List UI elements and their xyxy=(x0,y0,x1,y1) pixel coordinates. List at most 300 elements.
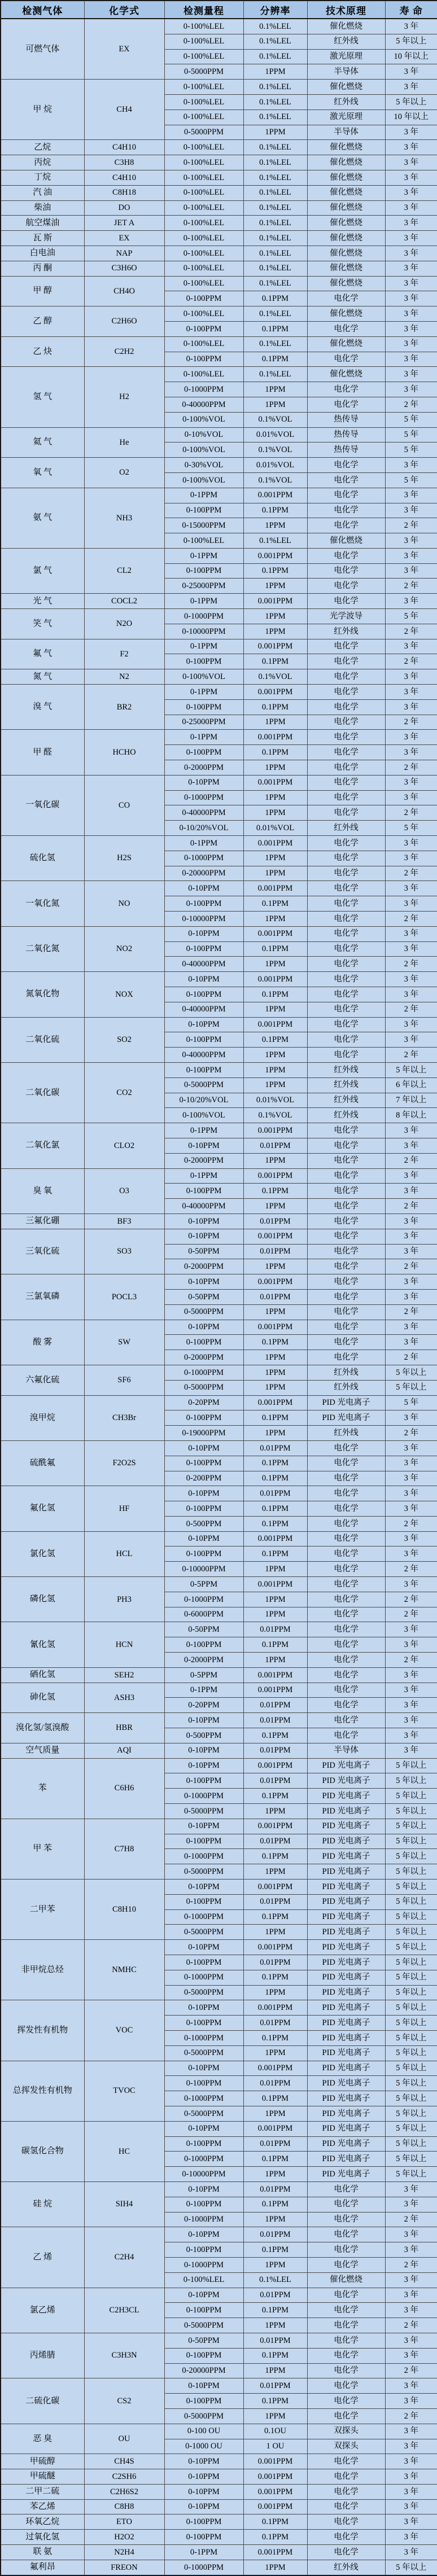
gas-name-cell: 六氟化硫 xyxy=(1,1365,84,1395)
resolution-cell: 0.1PPM xyxy=(243,1849,307,1864)
life-cell: 3 年 xyxy=(385,2545,437,2560)
formula-cell: POCL3 xyxy=(84,1274,164,1320)
resolution-cell: 0.001PPM xyxy=(243,1229,307,1244)
principle-cell: 红外线 xyxy=(307,1426,385,1441)
principle-cell: PID 光电离子 xyxy=(307,1985,385,2000)
table-row xyxy=(1,1531,437,1547)
life-cell: 3 年 xyxy=(385,200,437,216)
principle-cell: PID 光电离子 xyxy=(307,1819,385,1834)
principle-cell: 电化学 xyxy=(307,1229,385,1244)
range-cell: 0-10PPM xyxy=(164,775,243,790)
principle-cell: 红外线 xyxy=(307,94,385,109)
range-cell: 0-1000PPM xyxy=(164,382,243,397)
resolution-cell: 0.1%VOL xyxy=(243,412,307,427)
principle-cell: 电化学 xyxy=(307,2181,385,2197)
principle-cell: 电化学 xyxy=(307,1486,385,1501)
table-row xyxy=(1,336,437,352)
life-cell: 3 年 xyxy=(385,155,437,170)
range-cell: 0-5000PPM xyxy=(164,1077,243,1093)
formula-cell: NO2 xyxy=(84,926,164,971)
life-cell: 2 年 xyxy=(385,2408,437,2424)
gas-name-cell: 氯 气 xyxy=(1,548,84,593)
life-cell: 5 年以上 xyxy=(385,2560,437,2575)
principle-cell: 电化学 xyxy=(307,775,385,790)
resolution-cell: 1PPM xyxy=(243,2106,307,2121)
life-cell: 3 年 xyxy=(385,170,437,185)
formula-cell: FREON xyxy=(84,2560,164,2575)
resolution-cell: 0.1%VOL xyxy=(243,1108,307,1123)
principle-cell: 电化学 xyxy=(307,866,385,881)
life-cell: 3 年 xyxy=(385,1471,437,1486)
range-cell: 0-1000PPM xyxy=(164,1970,243,1985)
resolution-cell: 0.1%VOL xyxy=(243,443,307,458)
life-cell: 2 年 xyxy=(385,957,437,972)
range-cell: 0-1000PPM xyxy=(164,2091,243,2106)
table-row xyxy=(1,276,437,291)
principle-cell: 催化燃烧 xyxy=(307,185,385,200)
principle-cell: 电化学 xyxy=(307,1350,385,1365)
resolution-cell: 0.01PPM xyxy=(243,1289,307,1304)
life-cell: 5 年以上 xyxy=(385,1819,437,1834)
formula-cell: C7H8 xyxy=(84,1819,164,1879)
range-cell: 0-100%LEL xyxy=(164,533,243,549)
range-cell: 0-10PPM xyxy=(164,1440,243,1456)
table-row xyxy=(1,1880,437,1895)
col-header-gas: 检测气体 xyxy=(1,1,84,19)
principle-cell: 催化燃烧 xyxy=(307,276,385,291)
range-cell: 0-100%LEL xyxy=(164,140,243,155)
table-row xyxy=(1,2560,437,2575)
principle-cell: 电化学 xyxy=(307,851,385,866)
life-cell: 2 年 xyxy=(385,1653,437,1668)
resolution-cell: 1PPM xyxy=(243,2318,307,2333)
principle-cell: 电化学 xyxy=(307,594,385,609)
range-cell: 0-1000PPM xyxy=(164,1849,243,1864)
gas-name-cell: 挥发性有机物 xyxy=(1,2000,84,2061)
resolution-cell: 1PPM xyxy=(243,1048,307,1063)
life-cell: 2 年 xyxy=(385,2212,437,2227)
resolution-cell: 0.1PPM xyxy=(243,1789,307,1804)
principle-cell: 红外线 xyxy=(307,624,385,639)
resolution-cell: 0.1%VOL xyxy=(243,472,307,488)
life-cell: 5 年以上 xyxy=(385,1880,437,1895)
range-cell: 0-10PPM xyxy=(164,1531,243,1547)
life-cell: 3 年 xyxy=(385,1456,437,1471)
table-row xyxy=(1,669,437,685)
resolution-cell: 0.001PPM xyxy=(243,2545,307,2560)
range-cell: 0-100PPM xyxy=(164,1456,243,1471)
resolution-cell: 0.001PPM xyxy=(243,881,307,896)
table-row xyxy=(1,306,437,322)
principle-cell: 电化学 xyxy=(307,2454,385,2469)
formula-cell: CH4O xyxy=(84,276,164,306)
resolution-cell: 0.01PPM xyxy=(243,1622,307,1637)
table-row xyxy=(1,2484,437,2499)
range-cell: 0-100%LEL xyxy=(164,261,243,276)
range-cell: 0-10000PPM xyxy=(164,2167,243,2182)
range-cell: 0-100PPM xyxy=(164,352,243,367)
resolution-cell: 1PPM xyxy=(243,2257,307,2272)
life-cell: 3 年 xyxy=(385,594,437,609)
gas-name-cell: 丙 酮 xyxy=(1,261,84,276)
range-cell: 0-5000PPM xyxy=(164,1304,243,1320)
range-cell: 0-100PPM xyxy=(164,2197,243,2212)
resolution-cell: 0.1%LEL xyxy=(243,336,307,352)
range-cell: 0-100%VOL xyxy=(164,669,243,685)
resolution-cell: 0.1%LEL xyxy=(243,19,307,34)
resolution-cell: 1PPM xyxy=(243,790,307,805)
range-cell: 0-1000PPM xyxy=(164,1789,243,1804)
table-row xyxy=(1,185,437,200)
principle-cell: 电化学 xyxy=(307,2303,385,2318)
resolution-cell: 0.001PPM xyxy=(243,2499,307,2514)
gas-name-cell: 乙 炔 xyxy=(1,336,84,367)
formula-cell: TVOC xyxy=(84,2061,164,2121)
col-header-life: 寿 命 xyxy=(385,1,437,19)
life-cell: 3 年 xyxy=(385,352,437,367)
range-cell: 0-1PPM xyxy=(164,548,243,563)
formula-cell: F2 xyxy=(84,639,164,669)
principle-cell: 电化学 xyxy=(307,639,385,654)
resolution-cell: 0.01%VOL xyxy=(243,1093,307,1108)
range-cell: 0-20000PPM xyxy=(164,866,243,881)
table-row xyxy=(1,2424,437,2439)
range-cell: 0-10PPM xyxy=(164,2484,243,2499)
formula-cell: C2H2 xyxy=(84,336,164,367)
resolution-cell: 1PPM xyxy=(243,579,307,594)
resolution-cell: 0.01PPM xyxy=(243,1773,307,1789)
table-row xyxy=(1,926,437,941)
life-cell: 2 年 xyxy=(385,1048,437,1063)
range-cell: 0-5000PPM xyxy=(164,1985,243,2000)
table-row xyxy=(1,2499,437,2514)
range-cell: 0-50PPM xyxy=(164,1289,243,1304)
life-cell: 5 年以上 xyxy=(385,1062,437,1077)
life-cell: 3 年 xyxy=(385,2378,437,2394)
resolution-cell: 1PPM xyxy=(243,1607,307,1622)
gas-name-cell: 氨 气 xyxy=(1,488,84,548)
principle-cell: PID 光电离子 xyxy=(307,1894,385,1909)
table-row xyxy=(1,246,437,261)
principle-cell: 电化学 xyxy=(307,1244,385,1259)
principle-cell: 催化燃烧 xyxy=(307,155,385,170)
range-cell: 0-50PPM xyxy=(164,1622,243,1637)
resolution-cell: 0.01PPM xyxy=(243,1440,307,1456)
resolution-cell: 0.001PPM xyxy=(243,2484,307,2499)
life-cell: 3 年 xyxy=(385,336,437,352)
principle-cell: PID 光电离子 xyxy=(307,1834,385,1849)
range-cell: 0-100%VOL xyxy=(164,443,243,458)
life-cell: 10 年以上 xyxy=(385,109,437,125)
principle-cell: 电化学 xyxy=(307,1516,385,1531)
principle-cell: 电化学 xyxy=(307,1501,385,1517)
range-cell: 0-100PPM xyxy=(164,745,243,760)
table-row xyxy=(1,1320,437,1335)
principle-cell: 催化燃烧 xyxy=(307,261,385,276)
resolution-cell: 0.1PPM xyxy=(243,1184,307,1199)
life-cell: 3 年 xyxy=(385,1486,437,1501)
gas-name-cell: 氦 气 xyxy=(1,427,84,458)
formula-cell: C2H3CL xyxy=(84,2288,164,2333)
life-cell: 5 年以上 xyxy=(385,1940,437,1955)
life-cell: 3 年 xyxy=(385,1637,437,1653)
resolution-cell: 1PPM xyxy=(243,760,307,776)
gas-name-cell: 臭 氧 xyxy=(1,1168,84,1213)
life-cell: 5 年以上 xyxy=(385,1925,437,1940)
table-row xyxy=(1,1713,437,1728)
table-row xyxy=(1,1229,437,1244)
principle-cell: 电化学 xyxy=(307,2197,385,2212)
range-cell: 0-10PPM xyxy=(164,1320,243,1335)
table-row xyxy=(1,231,437,246)
resolution-cell: 0.1PPM xyxy=(243,941,307,957)
resolution-cell: 1PPM xyxy=(243,2560,307,2575)
principle-cell: 电化学 xyxy=(307,1622,385,1637)
principle-cell: 电化学 xyxy=(307,1698,385,1713)
principle-cell: 电化学 xyxy=(307,972,385,987)
life-cell: 5 年以上 xyxy=(385,1380,437,1395)
life-cell: 5 年 xyxy=(385,1395,437,1410)
range-cell: 0-5000PPM xyxy=(164,1864,243,1880)
formula-cell: CH4 xyxy=(84,80,164,140)
life-cell: 5 年以上 xyxy=(385,1985,437,2000)
resolution-cell: 0.1PPM xyxy=(243,987,307,1002)
life-cell: 3 年 xyxy=(385,896,437,912)
life-cell: 3 年 xyxy=(385,1138,437,1153)
range-cell: 0-10%VOL xyxy=(164,427,243,443)
principle-cell: 催化燃烧 xyxy=(307,140,385,155)
resolution-cell: 0.1PPM xyxy=(243,2030,307,2045)
life-cell: 3 年 xyxy=(385,216,437,231)
principle-cell: 电化学 xyxy=(307,563,385,579)
range-cell: 0-100PPM xyxy=(164,2076,243,2091)
life-cell: 3 年 xyxy=(385,926,437,941)
formula-cell: C2H6O xyxy=(84,306,164,337)
range-cell: 0-100%LEL xyxy=(164,155,243,170)
life-cell: 3 年 xyxy=(385,2288,437,2303)
table-row xyxy=(1,427,437,443)
life-cell: 3 年 xyxy=(385,1229,437,1244)
principle-cell: 双探头 xyxy=(307,2439,385,2454)
range-cell: 0-100 OU xyxy=(164,2424,243,2439)
gas-name-cell: 恶 臭 xyxy=(1,2424,84,2454)
range-cell: 0-10000PPM xyxy=(164,1562,243,1577)
resolution-cell: 0.1PPM xyxy=(243,654,307,669)
principle-cell: PID 光电离子 xyxy=(307,1925,385,1940)
life-cell: 2 年 xyxy=(385,1592,437,1607)
resolution-cell: 1PPM xyxy=(243,397,307,412)
range-cell: 0-10/20%VOL xyxy=(164,1093,243,1108)
life-cell: 2 年 xyxy=(385,912,437,927)
principle-cell: 电化学 xyxy=(307,957,385,972)
range-cell: 0-40000PPM xyxy=(164,397,243,412)
principle-cell: PID 光电离子 xyxy=(307,1940,385,1955)
formula-cell: CS2 xyxy=(84,2378,164,2424)
resolution-cell: 0.1PPM xyxy=(243,321,307,336)
resolution-cell: 0.01PPM xyxy=(243,2378,307,2394)
principle-cell: 电化学 xyxy=(307,2545,385,2560)
formula-cell: CO xyxy=(84,775,164,835)
range-cell: 0-30%VOL xyxy=(164,458,243,473)
principle-cell: 电化学 xyxy=(307,1199,385,1214)
range-cell: 0-10PPM xyxy=(164,2288,243,2303)
life-cell: 2 年 xyxy=(385,805,437,821)
range-cell: 0-10PPM xyxy=(164,1138,243,1153)
range-cell: 0-100PPM xyxy=(164,1335,243,1350)
resolution-cell: 1PPM xyxy=(243,1077,307,1093)
principle-cell: 电化学 xyxy=(307,1153,385,1168)
life-cell: 2 年 xyxy=(385,1153,437,1168)
table-row xyxy=(1,2288,437,2303)
resolution-cell: 0.1PPM xyxy=(243,2303,307,2318)
resolution-cell: 0.001PPM xyxy=(243,730,307,745)
principle-cell: PID 光电离子 xyxy=(307,2016,385,2031)
principle-cell: 电化学 xyxy=(307,896,385,912)
range-cell: 0-100%LEL xyxy=(164,80,243,95)
table-row xyxy=(1,200,437,216)
principle-cell: 电化学 xyxy=(307,579,385,594)
formula-cell: C8H10 xyxy=(84,1880,164,1940)
formula-cell: C2H4 xyxy=(84,2227,164,2288)
principle-cell: 电化学 xyxy=(307,2394,385,2409)
principle-cell: 红外线 xyxy=(307,34,385,49)
range-cell: 0-100PPM xyxy=(164,2242,243,2258)
principle-cell: 催化燃烧 xyxy=(307,231,385,246)
life-cell: 5 年以上 xyxy=(385,1365,437,1380)
principle-cell: 电化学 xyxy=(307,397,385,412)
table-row xyxy=(1,1577,437,1592)
principle-cell: 电化学 xyxy=(307,1683,385,1698)
formula-cell: HCL xyxy=(84,1531,164,1576)
principle-cell: 电化学 xyxy=(307,2484,385,2499)
resolution-cell: 0.001PPM xyxy=(243,1017,307,1032)
range-cell: 0-19000PPM xyxy=(164,1426,243,1441)
life-cell: 3 年 xyxy=(385,1017,437,1032)
principle-cell: 电化学 xyxy=(307,1123,385,1138)
principle-cell: 电化学 xyxy=(307,2348,385,2363)
range-cell: 0-2000PPM xyxy=(164,1153,243,1168)
principle-cell: 电化学 xyxy=(307,1728,385,1743)
range-cell: 0-100PPM xyxy=(164,2530,243,2545)
life-cell: 3 年 xyxy=(385,2303,437,2318)
gas-name-cell: 笑 气 xyxy=(1,609,84,639)
range-cell: 0-40000PPM xyxy=(164,1199,243,1214)
life-cell: 2 年 xyxy=(385,2257,437,2272)
range-cell: 0-100PPM xyxy=(164,1547,243,1562)
range-cell: 0-5000PPM xyxy=(164,1804,243,1819)
table-row xyxy=(1,1213,437,1229)
principle-cell: 电化学 xyxy=(307,1184,385,1199)
life-cell: 3 年 xyxy=(385,1289,437,1304)
table-row xyxy=(1,775,437,790)
principle-cell: 电化学 xyxy=(307,1335,385,1350)
resolution-cell: 0.1%LEL xyxy=(243,185,307,200)
range-cell: 0-500PPM xyxy=(164,1728,243,1743)
principle-cell: 催化燃烧 xyxy=(307,80,385,95)
life-cell: 3 年 xyxy=(385,972,437,987)
life-cell: 3 年 xyxy=(385,276,437,291)
resolution-cell: 0.01%VOL xyxy=(243,821,307,836)
life-cell: 3 年 xyxy=(385,1168,437,1184)
principle-cell: PID 光电离子 xyxy=(307,2030,385,2045)
table-body xyxy=(1,19,437,2575)
range-cell: 0-1000PPM xyxy=(164,2152,243,2167)
resolution-cell: 0.1%LEL xyxy=(243,276,307,291)
gas-name-cell: 汽 油 xyxy=(1,185,84,200)
gas-name-cell: 联 氨 xyxy=(1,2545,84,2560)
principle-cell: 电化学 xyxy=(307,654,385,669)
resolution-cell: 0.001PPM xyxy=(243,2000,307,2016)
range-cell: 0-1000PPM xyxy=(164,851,243,866)
table-row xyxy=(1,548,437,563)
table-row xyxy=(1,1062,437,1077)
resolution-cell: 0.1%LEL xyxy=(243,94,307,109)
resolution-cell: 0.1PPM xyxy=(243,1471,307,1486)
life-cell: 2 年 xyxy=(385,1259,437,1274)
range-cell: 0-100PPM xyxy=(164,321,243,336)
formula-cell: CH3Br xyxy=(84,1395,164,1440)
principle-cell: 电化学 xyxy=(307,715,385,730)
formula-cell: F2O2S xyxy=(84,1440,164,1486)
life-cell: 3 年 xyxy=(385,2439,437,2454)
resolution-cell: 0.01PPM xyxy=(243,2333,307,2348)
life-cell: 3 年 xyxy=(385,185,437,200)
range-cell: 0-40000PPM xyxy=(164,805,243,821)
life-cell: 5 年 xyxy=(385,472,437,488)
resolution-cell: 0.1PPM xyxy=(243,2242,307,2258)
principle-cell: PID 光电离子 xyxy=(307,1864,385,1880)
range-cell: 0-1000PPM xyxy=(164,609,243,624)
life-cell: 5 年以上 xyxy=(385,2167,437,2182)
resolution-cell: 0.1PPM xyxy=(243,745,307,760)
range-cell: 0-100PPM xyxy=(164,1410,243,1426)
range-cell: 0-2000PPM xyxy=(164,1350,243,1365)
resolution-cell: 1PPM xyxy=(243,2167,307,2182)
principle-cell: PID 光电离子 xyxy=(307,2106,385,2121)
range-cell: 0-1PPM xyxy=(164,1683,243,1698)
principle-cell: 电化学 xyxy=(307,518,385,533)
life-cell: 3 年 xyxy=(385,246,437,261)
resolution-cell: 1PPM xyxy=(243,805,307,821)
principle-cell: 电化学 xyxy=(307,1653,385,1668)
gas-name-cell: 一氧化碳 xyxy=(1,775,84,835)
resolution-cell: 1PPM xyxy=(243,912,307,927)
principle-cell: 电化学 xyxy=(307,1274,385,1290)
principle-cell: 电化学 xyxy=(307,1213,385,1229)
principle-cell: 光学波导 xyxy=(307,609,385,624)
gas-name-cell: 二氧化氯 xyxy=(1,1123,84,1168)
life-cell: 3 年 xyxy=(385,2242,437,2258)
resolution-cell: 1PPM xyxy=(243,1380,307,1395)
resolution-cell: 0.1PPM xyxy=(243,2530,307,2545)
table-row xyxy=(1,609,437,624)
resolution-cell: 0.001PPM xyxy=(243,1577,307,1592)
principle-cell: PID 光电离子 xyxy=(307,1970,385,1985)
resolution-cell: 1PPM xyxy=(243,1365,307,1380)
range-cell: 0-1000PPM xyxy=(164,1909,243,1925)
resolution-cell: 0.1PPM xyxy=(243,1032,307,1048)
resolution-cell: 0.01PPM xyxy=(243,2227,307,2242)
life-cell: 2 年 xyxy=(385,1426,437,1441)
principle-cell: 电化学 xyxy=(307,382,385,397)
formula-cell: ASH3 xyxy=(84,1683,164,1713)
principle-cell: PID 光电离子 xyxy=(307,2061,385,2076)
range-cell: 0-10PPM xyxy=(164,1274,243,1290)
gas-name-cell: 柴油 xyxy=(1,200,84,216)
life-cell: 3 年 xyxy=(385,685,437,700)
life-cell: 2 年 xyxy=(385,1199,437,1214)
principle-cell: 电化学 xyxy=(307,912,385,927)
